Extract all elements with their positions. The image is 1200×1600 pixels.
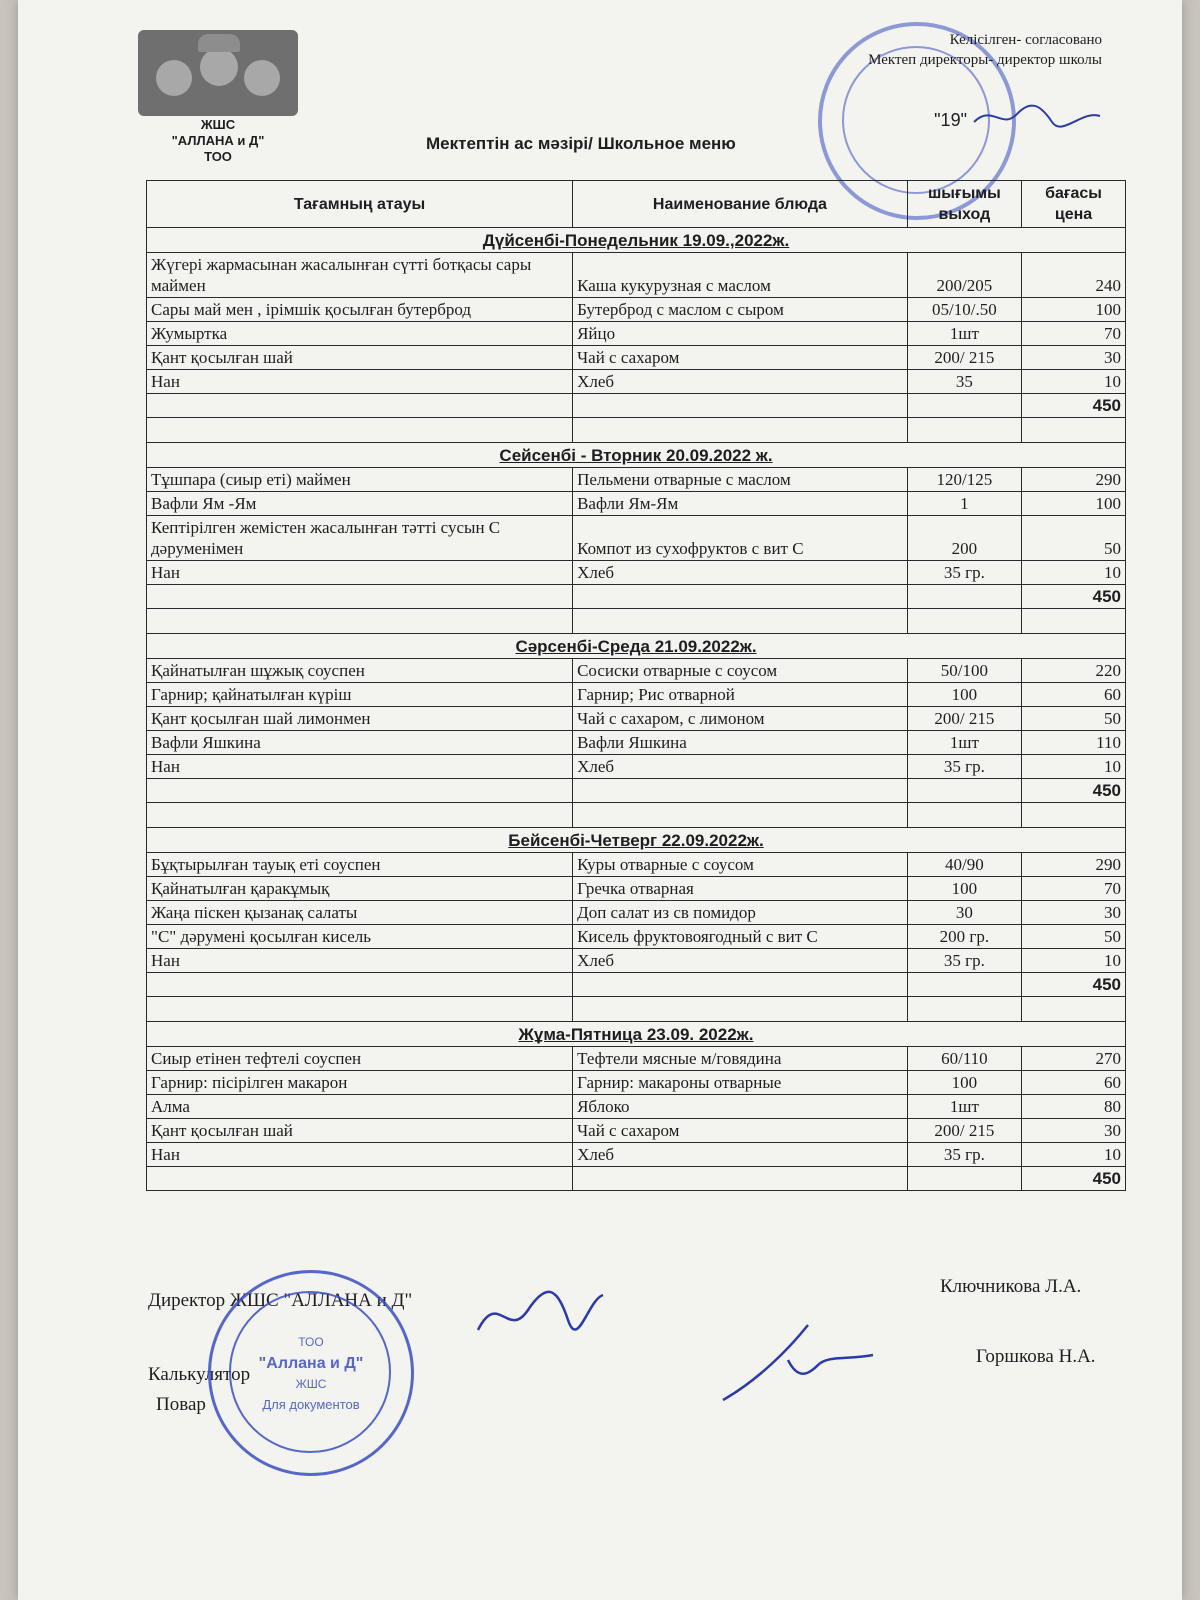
table-row [147, 731, 1126, 755]
empty-cell [1022, 609, 1126, 634]
empty-cell [573, 418, 908, 443]
blank-row [147, 609, 1126, 634]
header-ru-name: Наименование блюда [573, 181, 908, 228]
approval-day: "19" [934, 110, 967, 130]
document-title: Мектептін ас мәзірі/ Школьное меню [426, 134, 736, 153]
day-title: Жұма-Пятница 23.09. 2022ж. [147, 1022, 1126, 1047]
table-row [147, 683, 1126, 707]
dish-name-ru: Хлеб [573, 755, 908, 779]
dish-price: 290 [1022, 853, 1126, 877]
dish-output: 35 гр. [907, 1143, 1021, 1167]
dish-output: 200 [907, 516, 1021, 561]
dish-output: 100 [907, 683, 1021, 707]
menu-sheet [18, 0, 1182, 1600]
dish-name-kz: Тұшпара (сиыр еті) маймен [147, 468, 573, 492]
dish-price: 60 [1022, 683, 1126, 707]
dish-name-ru: Пельмени отварные с маслом [573, 468, 908, 492]
day-title: Сәрсенбі-Среда 21.09.2022ж. [147, 634, 1126, 659]
empty-cell [1022, 803, 1126, 828]
table-row [147, 901, 1126, 925]
day-title: Сейсенбі - Вторник 20.09.2022 ж. [147, 443, 1126, 468]
day-total: 450 [1022, 585, 1126, 609]
dish-name-ru: Хлеб [573, 561, 908, 585]
dish-name-kz: Бұқтырылған тауық еті соуспен [147, 853, 573, 877]
dish-name-ru: Тефтели мясные м/говядина [573, 1047, 908, 1071]
empty-cell [1022, 997, 1126, 1022]
dish-price: 270 [1022, 1047, 1126, 1071]
dish-name-ru: Хлеб [573, 949, 908, 973]
dish-output: 100 [907, 1071, 1021, 1095]
company-logo [138, 30, 298, 164]
table-row [147, 1047, 1126, 1071]
dish-output: 35 гр. [907, 949, 1021, 973]
cook-label: Повар [156, 1394, 206, 1415]
dish-output: 200/ 215 [907, 1119, 1021, 1143]
table-row [147, 707, 1126, 731]
table-row [147, 492, 1126, 516]
dish-name-ru: Хлеб [573, 370, 908, 394]
dish-output: 1 [907, 492, 1021, 516]
table-row [147, 877, 1126, 901]
empty-cell [147, 973, 573, 997]
table-row [147, 949, 1126, 973]
empty-cell [147, 1167, 573, 1191]
dish-price: 70 [1022, 322, 1126, 346]
empty-cell [147, 803, 573, 828]
total-row [147, 973, 1126, 997]
dish-name-kz: Қант қосылған шай лимонмен [147, 707, 573, 731]
dish-name-kz: Сары май мен , ірімшік қосылған бутерброд [147, 298, 573, 322]
dish-name-kz: Кептірілген жемістен жасалынған тәтті сусын С дәруменімен [147, 516, 573, 561]
empty-cell [573, 973, 908, 997]
dish-name-ru: Гарнир: макароны отварные [573, 1071, 908, 1095]
dish-name-kz: Вафли Ям -Ям [147, 492, 573, 516]
total-row [147, 394, 1126, 418]
dish-name-ru: Яблоко [573, 1095, 908, 1119]
dish-name-ru: Чай с сахаром [573, 1119, 908, 1143]
empty-cell [147, 394, 573, 418]
dish-price: 100 [1022, 492, 1126, 516]
dish-output: 35 [907, 370, 1021, 394]
approval-date [868, 96, 1102, 130]
table-row [147, 1143, 1126, 1167]
chef-kids-logo-icon [138, 30, 298, 116]
dish-name-ru: Хлеб [573, 1143, 908, 1167]
header-price: бағасы цена [1022, 181, 1126, 228]
dish-output: 1шт [907, 1095, 1021, 1119]
day-title: Бейсенбі-Четверг 22.09.2022ж. [147, 828, 1126, 853]
logo-org-name: "АЛЛАНА и Д" [171, 133, 265, 148]
dish-output: 60/110 [907, 1047, 1021, 1071]
dish-name-ru: Чай с сахаром [573, 346, 908, 370]
stamp-line2: "Аллана и Д" [258, 1355, 364, 1372]
dish-name-ru: Каша кукурузная с маслом [573, 253, 908, 298]
blank-row [147, 418, 1126, 443]
empty-cell [907, 585, 1021, 609]
dish-price: 80 [1022, 1095, 1126, 1119]
menu-table [146, 180, 1126, 1191]
dish-name-kz: Нан [147, 370, 573, 394]
dish-price: 50 [1022, 707, 1126, 731]
table-row [147, 853, 1126, 877]
total-row [147, 1167, 1126, 1191]
dish-name-kz: Қайнатылған шұжық соуспен [147, 659, 573, 683]
empty-cell [147, 418, 573, 443]
dish-price: 10 [1022, 561, 1126, 585]
dish-name-ru: Кисель фруктовоягодный с вит С [573, 925, 908, 949]
dish-name-kz: Алма [147, 1095, 573, 1119]
dish-price: 240 [1022, 253, 1126, 298]
dish-price: 50 [1022, 516, 1126, 561]
table-row [147, 1071, 1126, 1095]
dish-price: 70 [1022, 877, 1126, 901]
approval-signature-icon [972, 102, 1102, 132]
dish-output: 1шт [907, 731, 1021, 755]
dish-name-kz: "С" дәрумені қосылған кисель [147, 925, 573, 949]
dish-price: 220 [1022, 659, 1126, 683]
logo-org-line1: ЖШС [200, 117, 236, 132]
dish-output: 200/205 [907, 253, 1021, 298]
empty-cell [907, 418, 1021, 443]
dish-output: 120/125 [907, 468, 1021, 492]
day-total: 450 [1022, 973, 1126, 997]
stamp-line4: Для документов [262, 1397, 360, 1412]
day-total: 450 [1022, 779, 1126, 803]
dish-name-ru: Чай с сахаром, с лимоном [573, 707, 908, 731]
blank-row [147, 803, 1126, 828]
empty-cell [573, 779, 908, 803]
dish-output: 30 [907, 901, 1021, 925]
dish-name-kz: Қайнатылған қаракұмық [147, 877, 573, 901]
dish-name-kz: Гарнир; қайнатылған күріш [147, 683, 573, 707]
table-row [147, 253, 1126, 298]
table-row [147, 516, 1126, 561]
empty-cell [573, 394, 908, 418]
empty-cell [573, 585, 908, 609]
dish-output: 50/100 [907, 659, 1021, 683]
dish-output: 200/ 215 [907, 346, 1021, 370]
empty-cell [147, 585, 573, 609]
empty-cell [147, 997, 573, 1022]
day-header-row [147, 634, 1126, 659]
dish-name-kz: Нан [147, 1143, 573, 1167]
stamp-line1: ТОО [298, 1335, 324, 1349]
header-kz-name: Тағамның атауы [147, 181, 573, 228]
dish-output: 35 гр. [907, 755, 1021, 779]
dish-output: 40/90 [907, 853, 1021, 877]
day-title: Дүйсенбі-Понедельник 19.09.,2022ж. [147, 228, 1126, 253]
day-header-row [147, 443, 1126, 468]
day-total: 450 [1022, 394, 1126, 418]
cook-signature-icon [718, 1320, 878, 1410]
dish-name-kz: Жаңа піскен қызанақ салаты [147, 901, 573, 925]
dish-price: 30 [1022, 1119, 1126, 1143]
dish-price: 30 [1022, 346, 1126, 370]
dish-name-kz: Нан [147, 949, 573, 973]
day-total: 450 [1022, 1167, 1126, 1191]
dish-name-kz: Жүгері жармасынан жасалынған сүтті ботқасы сары маймен [147, 253, 573, 298]
dish-price: 110 [1022, 731, 1126, 755]
dish-name-kz: Гарнир: пісірілген макарон [147, 1071, 573, 1095]
table-row [147, 370, 1126, 394]
dish-name-ru: Бутерброд с маслом с сыром [573, 298, 908, 322]
day-header-row [147, 228, 1126, 253]
dish-name-kz: Нан [147, 755, 573, 779]
total-row [147, 779, 1126, 803]
dish-output: 200 гр. [907, 925, 1021, 949]
day-header-row [147, 828, 1126, 853]
dish-name-ru: Яйцо [573, 322, 908, 346]
table-row [147, 1095, 1126, 1119]
dish-price: 50 [1022, 925, 1126, 949]
table-row [147, 468, 1126, 492]
dish-name-kz: Қант қосылған шай [147, 346, 573, 370]
dish-name-ru: Гарнир; Рис отварной [573, 683, 908, 707]
dish-name-ru: Гречка отварная [573, 877, 908, 901]
table-row [147, 1119, 1126, 1143]
dish-price: 10 [1022, 370, 1126, 394]
dish-price: 10 [1022, 949, 1126, 973]
dish-output: 1шт [907, 322, 1021, 346]
day-header-row [147, 1022, 1126, 1047]
table-row [147, 561, 1126, 585]
dish-name-kz: Сиыр етінен тефтелі соуспен [147, 1047, 573, 1071]
dish-name-ru: Доп салат из св помидор [573, 901, 908, 925]
calculator-label: Калькулятор [148, 1364, 251, 1385]
table-row [147, 659, 1126, 683]
dish-name-ru: Вафли Яшкина [573, 731, 908, 755]
director-name: Ключникова Л.А. [940, 1276, 1082, 1297]
empty-cell [907, 394, 1021, 418]
dish-price: 290 [1022, 468, 1126, 492]
empty-cell [573, 609, 908, 634]
dish-output: 35 гр. [907, 561, 1021, 585]
approval-line2: Мектеп директоры- директор школы [868, 52, 1102, 68]
empty-cell [573, 997, 908, 1022]
table-row [147, 322, 1126, 346]
table-row [147, 298, 1126, 322]
dish-price: 30 [1022, 901, 1126, 925]
table-row [147, 755, 1126, 779]
dish-name-kz: Вафли Яшкина [147, 731, 573, 755]
empty-cell [907, 973, 1021, 997]
empty-cell [907, 609, 1021, 634]
dish-name-kz: Нан [147, 561, 573, 585]
empty-cell [1022, 418, 1126, 443]
dish-name-ru: Сосиски отварные с соусом [573, 659, 908, 683]
dish-name-kz: Қант қосылған шай [147, 1119, 573, 1143]
empty-cell [907, 803, 1021, 828]
table-header-row [147, 181, 1126, 228]
stamp-line3: ЖШС [295, 1377, 327, 1391]
dish-name-ru: Компот из сухофруктов с вит С [573, 516, 908, 561]
empty-cell [907, 997, 1021, 1022]
dish-name-ru: Куры отварные с соусом [573, 853, 908, 877]
header-output: шығымы выход [907, 181, 1021, 228]
total-row [147, 585, 1126, 609]
table-row [147, 346, 1126, 370]
director-label: Директор ЖШС "АЛЛАНА и Д" [148, 1290, 413, 1311]
company-stamp [208, 1270, 414, 1476]
empty-cell [907, 1167, 1021, 1191]
dish-price: 60 [1022, 1071, 1126, 1095]
dish-output: 05/10/.50 [907, 298, 1021, 322]
dish-price: 10 [1022, 755, 1126, 779]
dish-name-kz: Жумыртка [147, 322, 573, 346]
dish-name-ru: Вафли Ям-Ям [573, 492, 908, 516]
empty-cell [907, 779, 1021, 803]
empty-cell [573, 1167, 908, 1191]
empty-cell [147, 609, 573, 634]
dish-price: 10 [1022, 1143, 1126, 1167]
dish-output: 100 [907, 877, 1021, 901]
table-row [147, 925, 1126, 949]
approval-line1: Келісілген- согласовано [949, 32, 1102, 48]
empty-cell [573, 803, 908, 828]
director-signature-icon [468, 1280, 608, 1350]
blank-row [147, 997, 1126, 1022]
logo-org-line2: ТОО [204, 149, 232, 164]
dish-output: 200/ 215 [907, 707, 1021, 731]
cook-name: Горшкова Н.А. [976, 1346, 1096, 1367]
approval-block [868, 30, 1102, 130]
empty-cell [147, 779, 573, 803]
dish-price: 100 [1022, 298, 1126, 322]
